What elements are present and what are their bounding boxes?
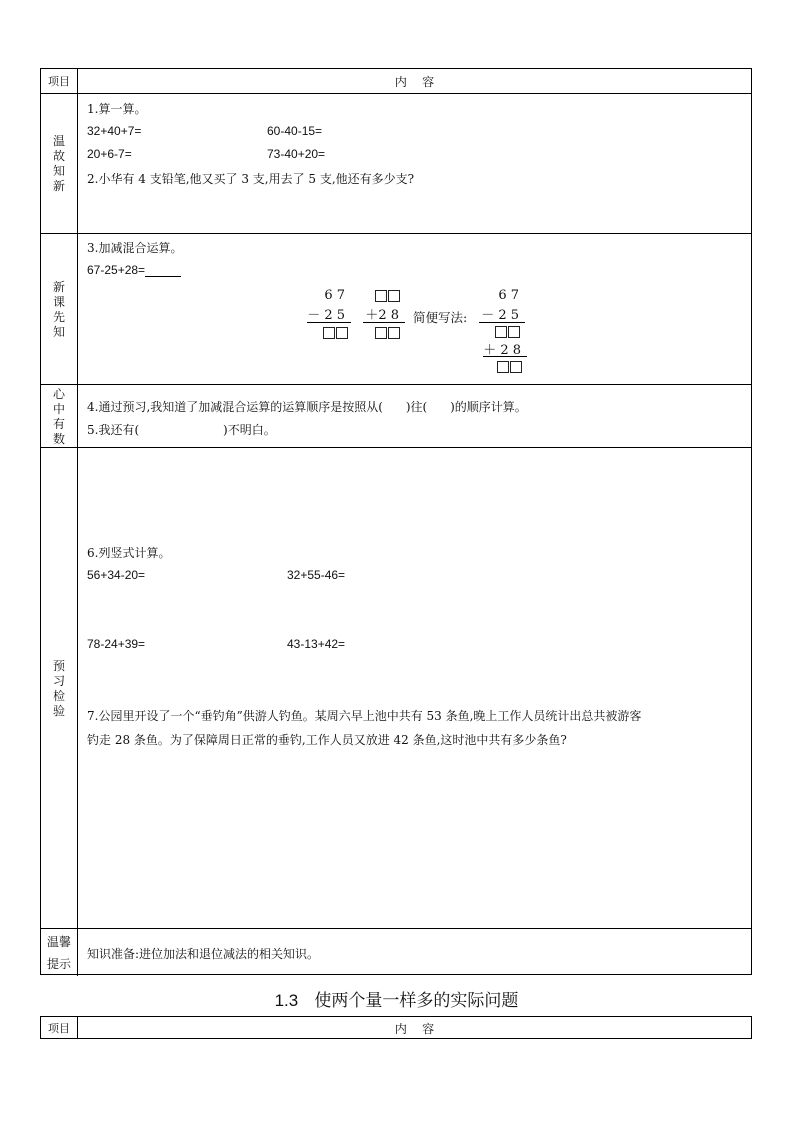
section-review: [41, 93, 751, 234]
q6-title: 6.列竖式计算。: [87, 546, 171, 560]
q3-expr: [87, 263, 181, 277]
q3-title: 3.加减混合运算。: [87, 241, 183, 255]
table-header-row: [41, 69, 751, 93]
calc-rule: [479, 322, 525, 323]
q1-expr-1: 32+40+7=: [87, 124, 142, 138]
q1-title: 1.算一算。: [87, 102, 147, 116]
section-label-cell: [41, 234, 78, 385]
answer-boxes[interactable]: [363, 288, 401, 303]
q7-line-2: 钓走 28 条鱼。为了保障周日正常的垂钓,工作人员又放进 42 条鱼,这时池中共有多少条鱼?: [87, 733, 567, 747]
q5-text: 5.我还有( )不明白。: [87, 423, 276, 437]
calc-rule: [363, 322, 405, 323]
section-label-cell: [41, 929, 78, 976]
calc-top-number: 6 7: [498, 288, 519, 303]
section-content: [78, 234, 751, 385]
header-item-cell: [41, 1017, 78, 1038]
calc-operand: ＋ 2 8: [483, 343, 521, 358]
answer-boxes[interactable]: [363, 325, 401, 340]
calc-top-number: 6 7: [324, 288, 345, 303]
q4-text: 4.通过预习,我知道了加减混合运算的运算顺序是按照从( )往( )的顺序计算。: [87, 400, 527, 414]
calc-operand: － 2 5: [481, 308, 519, 323]
section-heading-number: 1.3: [274, 991, 299, 1010]
section-label-cell: [41, 385, 78, 448]
header-item-cell: [41, 69, 78, 93]
answer-boxes[interactable]: [307, 325, 349, 340]
section-heading: [0, 986, 793, 1011]
answer-boxes[interactable]: [479, 359, 523, 374]
q6-expr-1: 56+34-20=: [87, 568, 146, 582]
q1-expr-4: 73-40+20=: [267, 147, 326, 161]
lesson-table-2: [40, 1016, 752, 1039]
section-self-check: [41, 384, 751, 448]
section-label: 温故知新: [52, 134, 65, 193]
header-content-label: 内 容: [394, 75, 435, 89]
section-content: [78, 448, 751, 929]
q7-line-1: 7.公园里开设了一个“垂钓角”供游人钓鱼。某周六早上池中共有 53 条鱼,晚上工作人员统计出总共被游客: [87, 709, 642, 723]
q6-expr-2: 32+55-46=: [287, 568, 346, 582]
calc-operand: － 2 5: [307, 308, 345, 323]
shortcut-label: 简便写法:: [413, 310, 468, 325]
vertical-calc-add: [363, 288, 405, 344]
q2-text: 2.小华有 4 支铅笔,他又买了 3 支,用去了 5 支,他还有多少支?: [87, 172, 415, 186]
section-preview-test: [41, 447, 751, 929]
q1-expr-3: 20+6-7=: [87, 147, 132, 161]
section-label: 预习检验: [52, 658, 65, 718]
lesson-table: [40, 68, 752, 975]
q6-expr-4: 43-13+42=: [287, 637, 346, 651]
section-label: 心中有数: [52, 386, 65, 446]
calc-rule: [307, 322, 351, 323]
q3-expr-text: 67-25+28=: [87, 263, 146, 277]
section-label-cell: [41, 448, 78, 929]
section-content: [78, 385, 751, 448]
section-content: [78, 94, 751, 234]
section-tips: [41, 928, 751, 976]
section-label: 温馨提示: [46, 934, 71, 971]
answer-blank[interactable]: [145, 265, 181, 277]
vertical-calc-subtract: [307, 288, 351, 344]
answer-boxes[interactable]: [479, 324, 521, 339]
header-item-label: 项目: [48, 1021, 70, 1035]
table-header-row: [41, 1017, 751, 1038]
section-label-cell: [41, 94, 78, 234]
q1-expr-2: 60-40-15=: [267, 124, 323, 138]
vertical-calc-shortcut: [479, 288, 525, 383]
section-content: [78, 929, 751, 976]
header-content-label: 内 容: [394, 1022, 435, 1036]
section-heading-text: 使两个量一样多的实际问题: [314, 991, 519, 1011]
header-content-cell: [78, 69, 751, 93]
section-label: 新课先知: [52, 279, 65, 339]
section-new-lesson: [41, 233, 751, 385]
header-item-label: 项目: [48, 75, 70, 88]
tip-text: 知识准备:进位加法和退位减法的相关知识。: [87, 947, 320, 961]
q6-expr-3: 78-24+39=: [87, 637, 146, 651]
header-content-cell: [78, 1017, 751, 1038]
calc-operand: ＋2 8: [365, 308, 399, 323]
calc-rule: [483, 356, 527, 357]
